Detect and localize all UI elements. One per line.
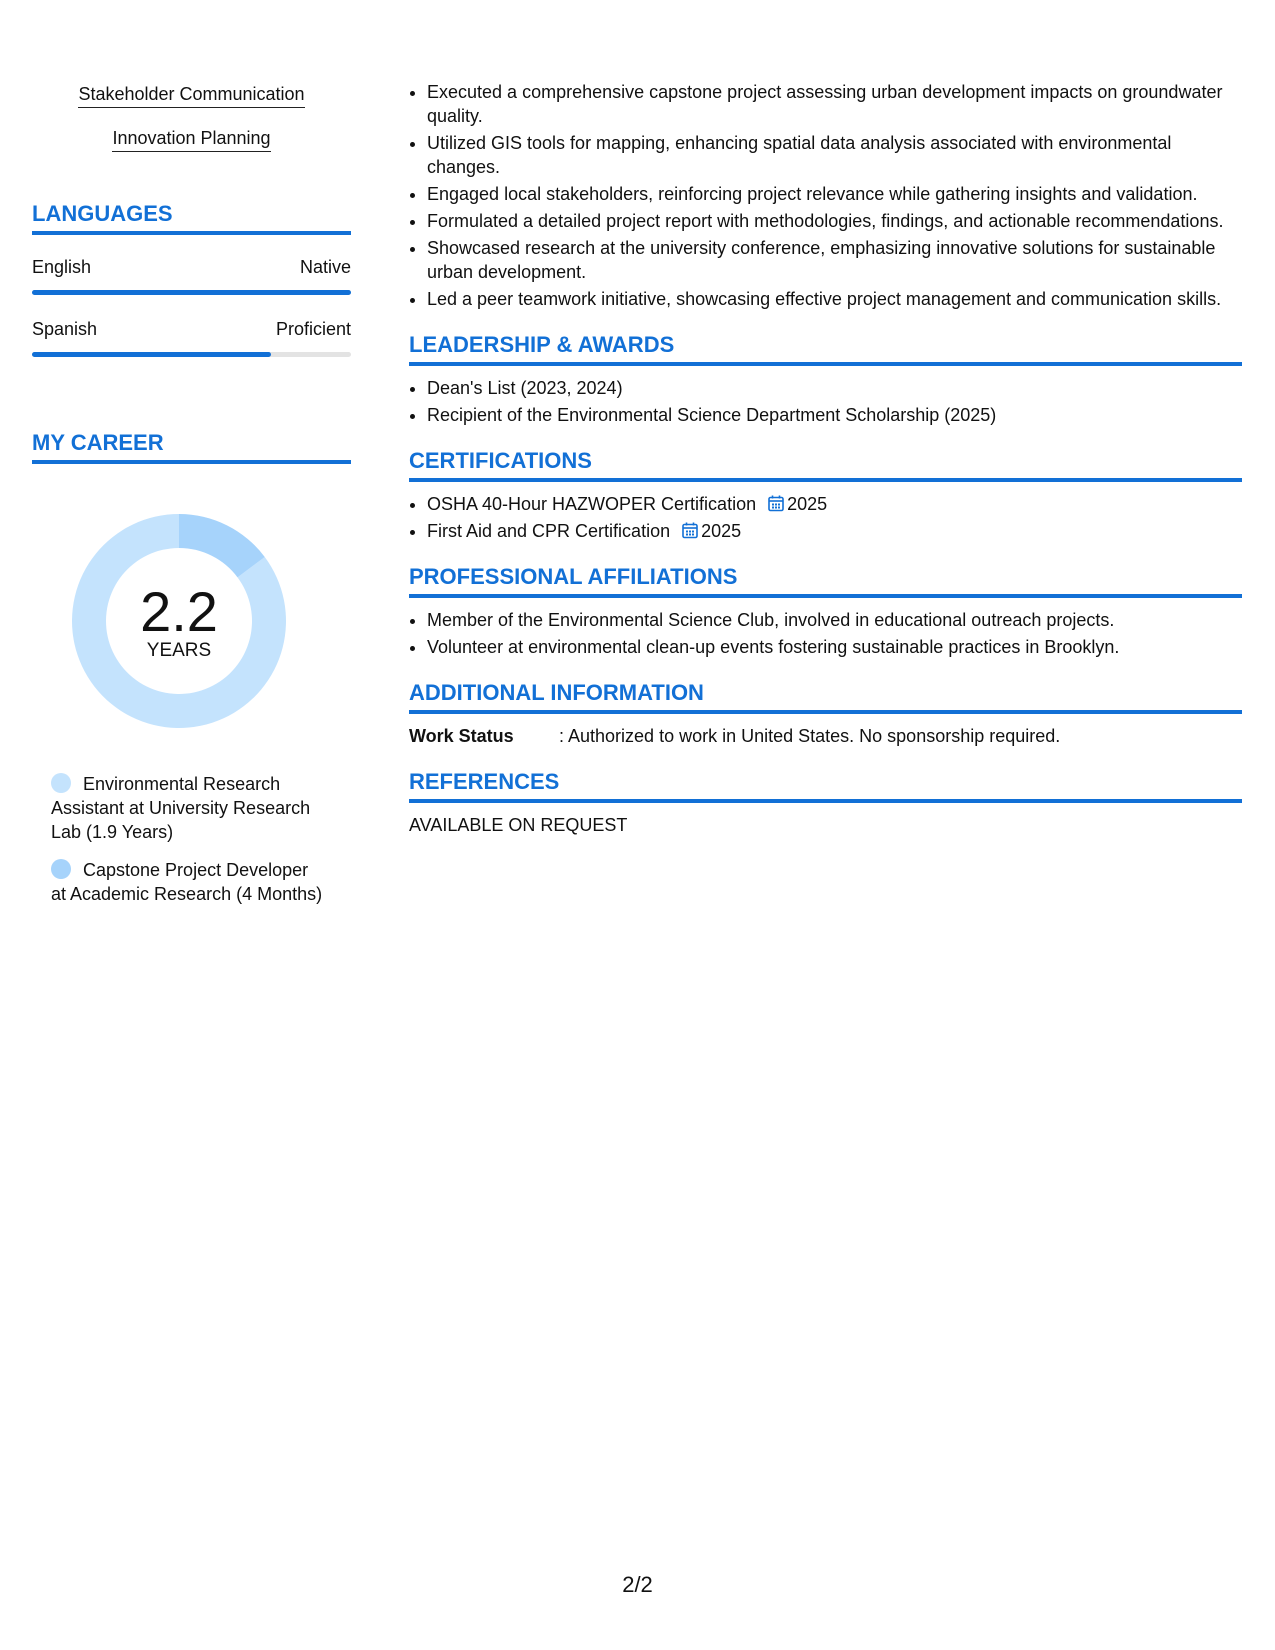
calendar-icon <box>768 495 784 512</box>
skill-tag: Stakeholder Communication <box>78 82 304 108</box>
list-item: • Recipient of the Environmental Science Department Scholarship (2025) <box>427 403 1242 427</box>
language-bar <box>32 352 351 357</box>
list-item: • Engaged local stakeholders, reinforcing project relevance while gathering insights and validation. <box>427 182 1242 206</box>
certification-year: 2025 <box>787 494 828 514</box>
career-total-years: 2.2 <box>140 580 218 643</box>
list-item: • Member of the Environmental Science Club, involved in educational outreach projects. <box>427 608 1242 632</box>
skill-tag: Innovation Planning <box>112 126 270 152</box>
left-column <box>32 82 351 920</box>
career-donut-chart <box>66 508 292 734</box>
certification-year: 2025 <box>701 521 742 541</box>
career-legend-item <box>51 858 323 906</box>
certification-name: OSHA 40-Hour HAZWOPER Certification <box>427 494 757 514</box>
career-heading: MY CAREER <box>32 429 351 464</box>
list-item: • Formulated a detailed project report with methodologies, findings, and actionable recommendations. <box>427 209 1242 233</box>
leadership-list <box>409 376 1242 427</box>
affiliations-list <box>409 608 1242 659</box>
legend-label: Capstone Project Developer at Academic Research (4 Months) <box>51 860 323 904</box>
calendar-icon <box>682 522 698 539</box>
language-name: English <box>32 257 92 277</box>
additional-info-heading: ADDITIONAL INFORMATION <box>409 679 1242 714</box>
certifications-list <box>409 492 1242 543</box>
references-text: AVAILABLE ON REQUEST <box>409 815 628 835</box>
language-bar-fill <box>32 352 271 357</box>
legend-dot <box>51 859 71 879</box>
list-item: • Executed a comprehensive capstone project assessing urban development impacts on groundwater quality. <box>427 80 1242 128</box>
references-heading: REFERENCES <box>409 768 1242 803</box>
career-legend-item <box>51 772 323 844</box>
project-bullets <box>409 80 1242 311</box>
list-item: • Utilized GIS tools for mapping, enhancing spatial data analysis associated with environmental changes. <box>427 131 1242 179</box>
language-bar-fill <box>32 290 351 295</box>
list-item: • Led a peer teamwork initiative, showcasing effective project management and communication skills. <box>427 287 1242 311</box>
page-number: 2/2 <box>622 1572 653 1597</box>
certification-name: First Aid and CPR Certification <box>427 521 671 541</box>
language-level: Native <box>299 257 351 277</box>
career-legend <box>51 772 323 906</box>
certification-item <box>427 519 1242 543</box>
languages-heading: LANGUAGES <box>32 200 351 235</box>
affiliations-heading: PROFESSIONAL AFFILIATIONS <box>409 563 1242 598</box>
certification-item <box>427 492 1242 516</box>
certifications-heading: CERTIFICATIONS <box>409 447 1242 482</box>
work-status-value: : Authorized to work in United States. No sponsorship required. <box>559 726 1061 746</box>
list-item: • Volunteer at environmental clean-up events fostering sustainable practices in Brooklyn. <box>427 635 1242 659</box>
language-item <box>32 255 351 295</box>
work-status-row <box>409 724 1242 748</box>
language-item <box>32 317 351 357</box>
language-bar <box>32 290 351 295</box>
leadership-heading: LEADERSHIP & AWARDS <box>409 331 1242 366</box>
list-item: • Dean's List (2023, 2024) <box>427 376 1242 400</box>
language-level: Proficient <box>275 319 351 339</box>
list-item: • Showcased research at the university conference, emphasizing innovative solutions for sustainable urban development. <box>427 236 1242 284</box>
skill-tags <box>32 82 351 170</box>
career-total-unit: YEARS <box>146 640 212 661</box>
legend-dot <box>51 773 71 793</box>
work-status-label: Work Status <box>409 726 514 746</box>
legend-label: Environmental Research Assistant at University Research Lab (1.9 Years) <box>51 774 311 842</box>
language-name: Spanish <box>32 319 98 339</box>
right-column <box>409 80 1242 837</box>
